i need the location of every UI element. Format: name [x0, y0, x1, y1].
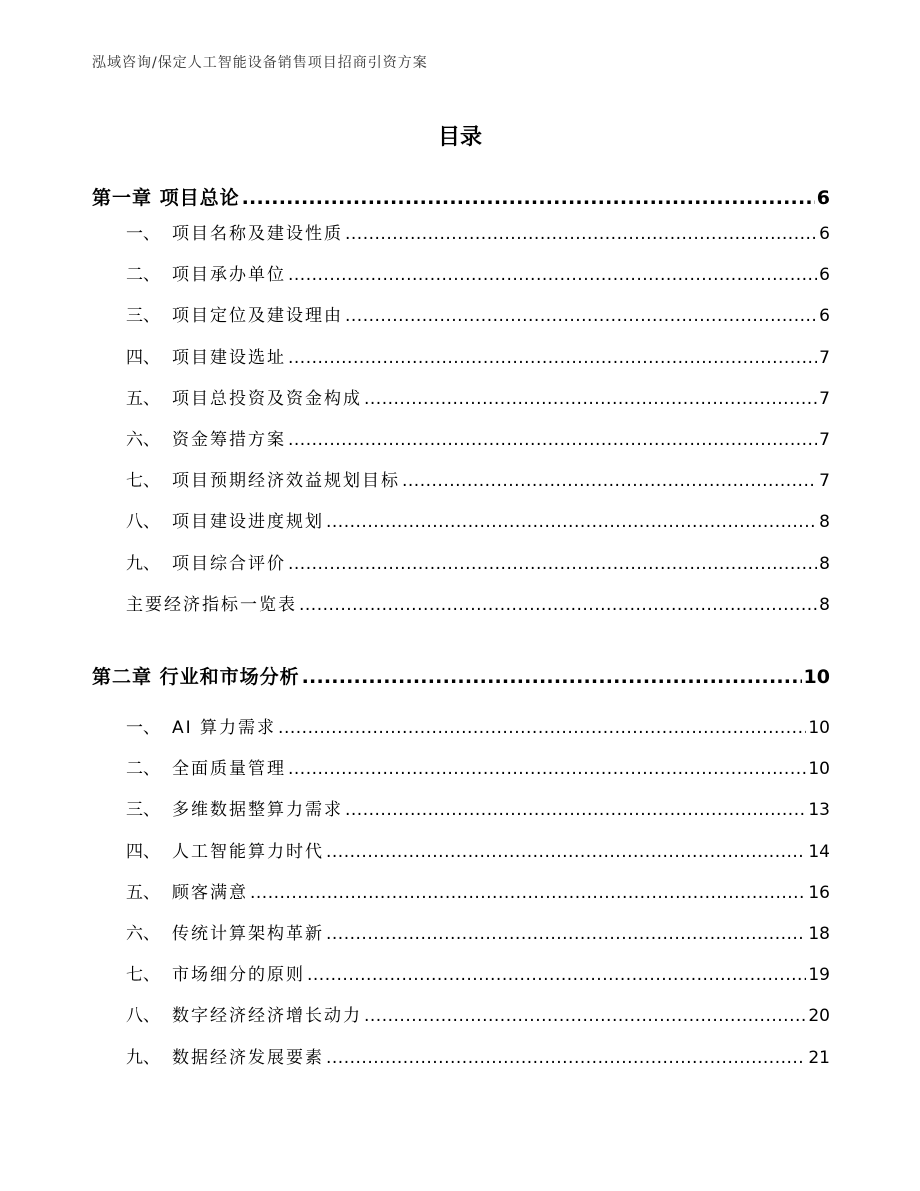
toc-page-number: 8	[819, 512, 830, 533]
toc-entry-label: 市场细分的原则	[172, 965, 305, 986]
toc-entry-label: 传统计算架构革新	[172, 924, 324, 944]
toc-page-number: 13	[808, 800, 830, 821]
toc-page-number: 6	[816, 187, 830, 209]
toc-dot-leader	[326, 1048, 806, 1068]
toc-dot-leader	[326, 842, 806, 862]
toc-entry-number: 一、	[126, 718, 160, 738]
toc-section-entry[interactable]	[126, 507, 830, 532]
toc-dot-leader	[345, 306, 817, 326]
toc-entry-label: 顾客满意	[172, 882, 248, 903]
toc-page-number: 20	[808, 1006, 830, 1027]
toc-section-entry[interactable]	[126, 466, 830, 491]
toc-page-number: 14	[808, 841, 830, 862]
toc-dot-leader	[345, 800, 806, 820]
toc-entry-label: 项目承办单位	[172, 265, 286, 286]
toc-entry-number: 八、	[126, 512, 160, 533]
toc-section-entry[interactable]	[126, 960, 830, 985]
toc-entry-label: 第一章 项目总论	[92, 187, 240, 209]
toc-section-entry[interactable]	[126, 260, 830, 285]
toc-entry-number: 五、	[126, 882, 160, 903]
toc-entry-label: 项目定位及建设理由	[172, 306, 343, 327]
toc-dot-leader	[288, 430, 817, 450]
toc-page-number: 8	[819, 553, 830, 574]
toc-dot-leader	[302, 666, 802, 688]
toc-section-entry[interactable]	[126, 795, 830, 820]
toc-entry-number: 七、	[126, 965, 160, 986]
toc-page-number: 7	[819, 471, 830, 492]
toc-page-number: 10	[803, 666, 830, 688]
toc-page-number: 10	[808, 718, 830, 738]
toc-entry-number: 二、	[126, 265, 160, 286]
toc-entry-number: 三、	[126, 800, 160, 821]
toc-dot-leader	[364, 1006, 806, 1026]
toc-section-entry[interactable]	[126, 425, 830, 450]
toc-page-number: 6	[819, 265, 830, 286]
toc-entry-number: 四、	[126, 347, 160, 368]
toc-entry-label: 资金筹措方案	[172, 430, 286, 450]
toc-page-number: 6	[819, 306, 830, 327]
toc-entry-label: 数字经济经济增长动力	[172, 1006, 362, 1027]
toc-dot-leader	[288, 348, 817, 368]
toc-entry-number: 九、	[126, 553, 160, 574]
toc-dot-leader	[402, 471, 817, 491]
toc-section-entry[interactable]	[126, 1043, 830, 1068]
toc-dot-leader	[278, 718, 806, 738]
toc-page-number: 18	[808, 924, 830, 944]
toc-entry-number: 七、	[126, 471, 160, 492]
toc-dot-leader	[345, 224, 817, 244]
toc-entry-label: 数据经济发展要素	[172, 1047, 324, 1068]
toc-page-number: 8	[819, 594, 830, 615]
toc-entry-label: 第二章 行业和市场分析	[92, 666, 300, 688]
toc-page-number: 19	[808, 965, 830, 986]
toc-entry-number: 一、	[126, 224, 160, 244]
toc-dot-leader	[364, 389, 817, 409]
toc-page-number: 10	[808, 759, 830, 780]
toc-entry-number: 三、	[126, 306, 160, 327]
toc-dot-leader	[288, 265, 817, 285]
toc-entry-label: 项目综合评价	[172, 553, 286, 574]
toc-entry-label: 项目总投资及资金构成	[172, 388, 362, 409]
toc-entry-number: 五、	[126, 388, 160, 409]
toc-dot-leader	[250, 883, 806, 903]
toc-entry-number: 四、	[126, 841, 160, 862]
toc-page-number: 6	[819, 224, 830, 244]
toc-entry-number: 六、	[126, 430, 160, 450]
toc-page-number: 7	[819, 388, 830, 409]
toc-section-entry[interactable]	[126, 713, 830, 738]
toc-dot-leader	[288, 759, 806, 779]
toc-section-entry[interactable]	[126, 590, 830, 615]
toc-entry-number: 二、	[126, 759, 160, 780]
toc-entry-label: 多维数据整算力需求	[172, 800, 343, 821]
toc-dot-leader	[242, 187, 815, 209]
toc-section-entry[interactable]	[126, 754, 830, 779]
toc-page-number: 21	[808, 1047, 830, 1068]
toc-entry-label: 主要经济指标一览表	[126, 594, 297, 615]
toc-entry-number: 八、	[126, 1006, 160, 1027]
toc-dot-leader	[299, 595, 817, 615]
toc-section-entry[interactable]	[126, 549, 830, 574]
page-title: 目录	[437, 125, 482, 150]
toc-page-number: 16	[808, 882, 830, 903]
toc-section-entry[interactable]	[126, 301, 830, 326]
toc-entry-number: 九、	[126, 1047, 160, 1068]
toc-dot-leader	[326, 924, 806, 944]
toc-section-entry[interactable]	[126, 343, 830, 368]
toc-dot-leader	[326, 512, 817, 532]
toc-entry-label: 项目建设进度规划	[172, 512, 324, 533]
toc-dot-leader	[288, 554, 817, 574]
toc-entry-number: 六、	[126, 924, 160, 944]
toc-page-number: 7	[819, 347, 830, 368]
toc-page-number: 7	[819, 430, 830, 450]
toc-entry-label: 项目预期经济效益规划目标	[172, 471, 400, 492]
toc-section-entry[interactable]	[126, 1001, 830, 1026]
toc-section-entry[interactable]	[126, 878, 830, 903]
toc-entry-label: AI 算力需求	[172, 718, 277, 738]
toc-chapter-entry[interactable]	[92, 183, 830, 210]
toc-section-entry[interactable]	[126, 919, 830, 944]
toc-section-entry[interactable]	[126, 384, 830, 409]
toc-entry-label: 全面质量管理	[172, 759, 286, 780]
toc-entry-label: 项目建设选址	[172, 347, 286, 368]
toc-entry-label: 项目名称及建设性质	[172, 224, 343, 244]
toc-section-entry[interactable]	[126, 837, 830, 862]
toc-dot-leader	[307, 965, 806, 985]
toc-section-entry[interactable]	[126, 219, 830, 244]
toc-entry-label: 人工智能算力时代	[172, 841, 324, 862]
toc-chapter-entry[interactable]	[92, 662, 830, 689]
page-header: 泓域咨询/保定人工智能设备销售项目招商引资方案	[92, 55, 428, 71]
